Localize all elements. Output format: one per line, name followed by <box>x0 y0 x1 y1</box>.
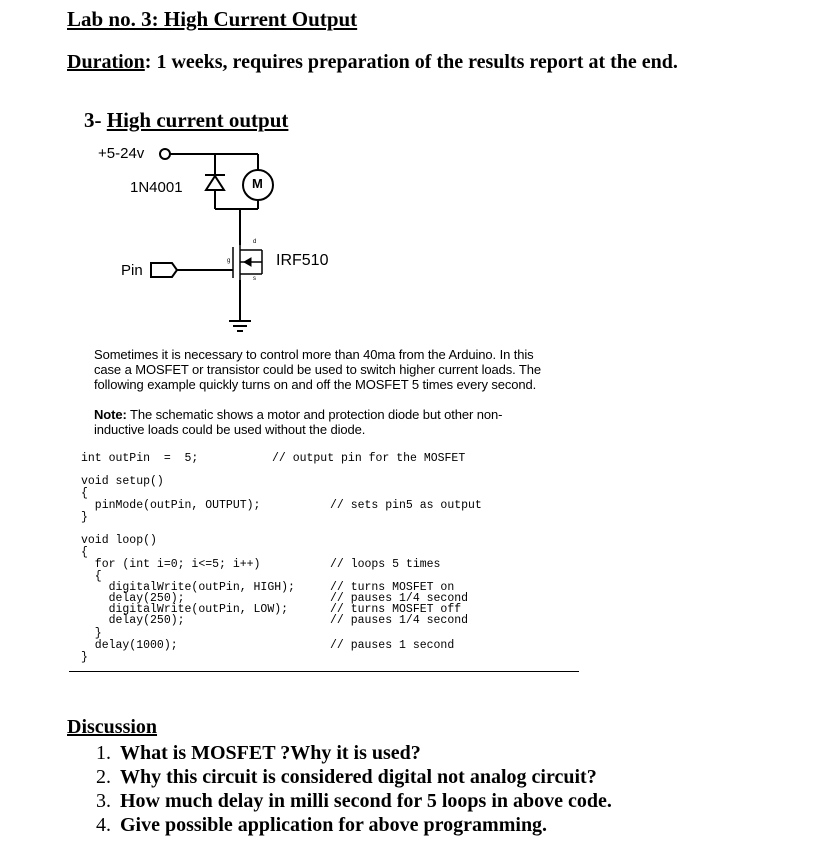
gate-letter: g <box>227 258 231 264</box>
diode-symbol <box>206 176 224 190</box>
code-brace: { <box>81 487 88 500</box>
page-title: Lab no. 3: High Current Output <box>67 7 358 31</box>
code-brace: } <box>81 511 88 524</box>
code-brace: } <box>81 651 88 664</box>
code-comment: // pauses 1/4 second <box>330 614 469 627</box>
description-paragraph <box>94 347 564 392</box>
question-text: Give possible application for above programming. <box>120 814 548 836</box>
separator-rule <box>69 671 579 672</box>
note-line: The schematic shows a motor and protection diode but other non- <box>126 407 503 422</box>
duration-label: Duration <box>67 51 145 73</box>
question-number: 1. <box>96 742 111 764</box>
duration-text: : 1 weeks, requires preparation of the results report at the end. <box>144 51 678 73</box>
motor-label: M <box>252 176 263 191</box>
question-item <box>96 741 836 765</box>
section-number: 3- <box>84 108 102 132</box>
code-brace: { <box>81 546 88 559</box>
code-comment: // output pin for the MOSFET <box>272 452 466 465</box>
note-line: inductive loads could be used without the diode. <box>94 422 366 437</box>
code-body-line: delay(250); <box>81 592 185 605</box>
source-letter: s <box>253 276 256 282</box>
drain-letter: d <box>253 239 257 245</box>
code-loop-signature: void loop() <box>81 534 157 547</box>
code-pinmode: pinMode(outPin, OUTPUT); <box>81 499 261 512</box>
section-title: High current output <box>106 108 289 132</box>
diode-label: 1N4001 <box>130 179 183 196</box>
pin-label: Pin <box>121 262 143 279</box>
question-number: 2. <box>96 766 111 788</box>
code-body-line: digitalWrite(outPin, HIGH); <box>81 581 295 594</box>
code-comment: // turns MOSFET off <box>330 603 462 616</box>
question-number: 3. <box>96 790 111 812</box>
question-text: Why this circuit is considered digital not analog circuit? <box>120 766 597 788</box>
discussion-heading: Discussion <box>67 716 158 738</box>
pin-connector <box>151 263 177 277</box>
code-comment: // loops 5 times <box>330 558 441 571</box>
supply-label: +5-24v <box>98 145 145 162</box>
note-paragraph <box>94 407 564 437</box>
code-delay-line: delay(1000); <box>81 639 178 652</box>
circuit-schematic <box>0 0 839 350</box>
code-for-line: for (int i=0; i<=5; i++) <box>81 558 261 571</box>
code-comment: // pauses 1 second <box>330 639 455 652</box>
note-label: Note: <box>94 407 127 422</box>
mosfet-label: IRF510 <box>276 252 329 269</box>
question-item <box>96 789 836 813</box>
mosfet-arrow <box>244 258 251 266</box>
description-line: Sometimes it is necessary to control more than 40ma from the Arduino. In this <box>94 347 534 362</box>
code-decl: int outPin = 5; <box>81 452 199 465</box>
code-setup-signature: void setup() <box>81 475 164 488</box>
code-brace: } <box>81 627 102 640</box>
code-body-line: digitalWrite(outPin, LOW); <box>81 603 289 616</box>
code-body-line: delay(250); <box>81 614 185 627</box>
question-text: What is MOSFET ?Why it is used? <box>120 742 421 764</box>
supply-terminal <box>160 149 170 159</box>
description-line: case a MOSFET or transistor could be used to switch higher current loads. The <box>94 362 542 377</box>
code-comment: // pauses 1/4 second <box>330 592 469 605</box>
question-item <box>96 765 836 789</box>
question-number: 4. <box>96 814 111 836</box>
code-brace: { <box>81 570 102 583</box>
code-comment: // turns MOSFET on <box>330 581 455 594</box>
question-item <box>96 813 836 837</box>
description-line: following example quickly turns on and off the MOSFET 5 times every second. <box>94 377 537 392</box>
discussion-list <box>96 741 836 837</box>
question-text: How much delay in milli second for 5 loops in above code. <box>120 790 612 812</box>
code-comment: // sets pin5 as output <box>330 499 482 512</box>
